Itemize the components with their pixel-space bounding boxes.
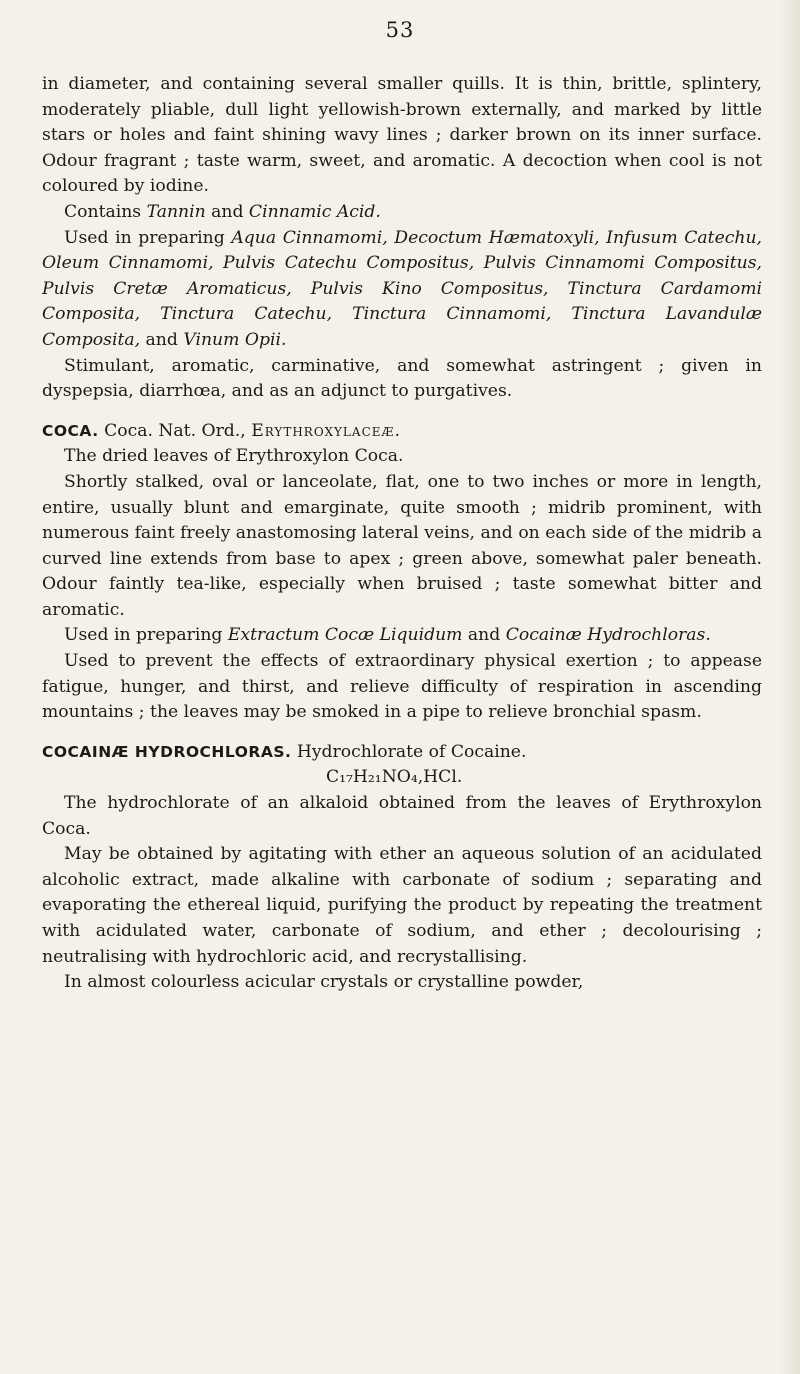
cocaine-formula: C₁₇H₂₁NO₄,HCl. xyxy=(326,767,463,788)
coca-used-prefix: Used in preparing xyxy=(64,625,228,646)
used-in-prefix: Used in preparing xyxy=(64,227,232,248)
coca-description-paragraph: Shortly stalked, oval or lanceolate, flat, one to two inches or more in length, entire, usually blunt and emarginate, quite smooth ; midrib prominent, with numerous faint freely anastomosing lateral veins, and on each side of the midrib a curved line extends from base to apex ; green above, somewhat paler beneath. Odour faintly tea-like, especially when bruised ; taste somewhat bitter and aromatic. xyxy=(42,471,762,620)
coca-used-and: and xyxy=(462,625,506,646)
vinum-opii-term: Vinum Opii. xyxy=(183,329,287,350)
cinnamon-description-paragraph: in diameter, and containing several smaller quills. It is thin, brittle, splintery, moderately pliable, dull light yellowish-brown externally, and marked by little stars or holes and faint shining wavy lines ; darker brown on its inner surface. Odour fragrant ; taste warm, sweet, and aromatic. A decoction when cool is not coloured by iodine. xyxy=(42,74,762,197)
cocaine-headword: COCAINÆ HYDROCHLORAS. xyxy=(42,742,292,761)
cinnamon-preparations-list: Aqua Cinnamomi, Decoctum Hæmatoxyli, Infusum Catechu, Oleum Cinnamomi, Pulvis Catechu Compositus, Pulvis Cinnamomi Compositus, Pulvis Cretæ Aromaticus, Pulvis Kino Compositus, Tinctura Cardamomi Composita, Tinctura Catechu, Tinctura Cinnamomi, Tinctura Lavandulæ Composita, xyxy=(42,227,762,350)
coca-definition-paragraph: The dried leaves of Erythroxylon Coca. xyxy=(64,446,404,467)
contains-and: and xyxy=(205,201,249,222)
coca-preparation-1: Extractum Cocæ Liquidum xyxy=(227,625,463,646)
contains-prefix: Contains xyxy=(64,201,147,222)
page-number: 53 xyxy=(385,18,415,42)
cinnamon-contains-paragraph xyxy=(42,200,762,226)
cinnamic-acid-term: Cinnamic Acid. xyxy=(248,201,381,222)
coca-heading-rest: Coca. Nat. Ord., xyxy=(98,420,252,441)
coca-headword: COCA. xyxy=(42,421,99,440)
cocaine-heading-rest: Hydrochlorate of Cocaine. xyxy=(291,741,527,762)
cocaine-entry-heading xyxy=(42,740,762,766)
coca-preparation-2: Cocainæ Hydrochloras. xyxy=(505,625,711,646)
cocaine-definition-paragraph: The hydrochlorate of an alkaloid obtained from the leaves of Erythroxylon Coca. xyxy=(42,793,762,839)
coca-entry-heading xyxy=(42,419,762,445)
coca-uses-paragraph: Used to prevent the effects of extraordinary physical exertion ; to appease fatigue, hunger, and thirst, and relieve difficulty of respiration in ascending mountains ; the leaves may be smoked in a pipe to relieve bronchial spasm. xyxy=(42,651,762,723)
used-in-and: and xyxy=(140,329,184,350)
cinnamon-actions-paragraph: Stimulant, aromatic, carminative, and somewhat astringent ; given in dyspepsia, diarrhœa, and as an adjunct to purgatives. xyxy=(42,355,762,402)
page-body xyxy=(42,72,762,996)
coca-used-in-paragraph xyxy=(42,623,762,649)
cocaine-preparation-paragraph: May be obtained by agitating with ether an aqueous solution of an acidulated alcoholic extract, made alkaline with carbonate of sodium ; separating and evaporating the ethereal liquid, purifying the product by repeating the treatment with acidulated water, carbonate of sodium, and ether ; decolourising ; neutralising with hydrochloric acid, and recrystallising. xyxy=(42,844,762,967)
cinnamon-used-in-paragraph xyxy=(42,226,762,354)
page-edge-shading xyxy=(780,0,800,1374)
tannin-term: Tannin xyxy=(146,201,206,222)
coca-natural-order: Erythroxylaceæ. xyxy=(251,420,401,441)
cocaine-crystals-paragraph: In almost colourless acicular crystals or crystalline powder, xyxy=(64,972,584,993)
